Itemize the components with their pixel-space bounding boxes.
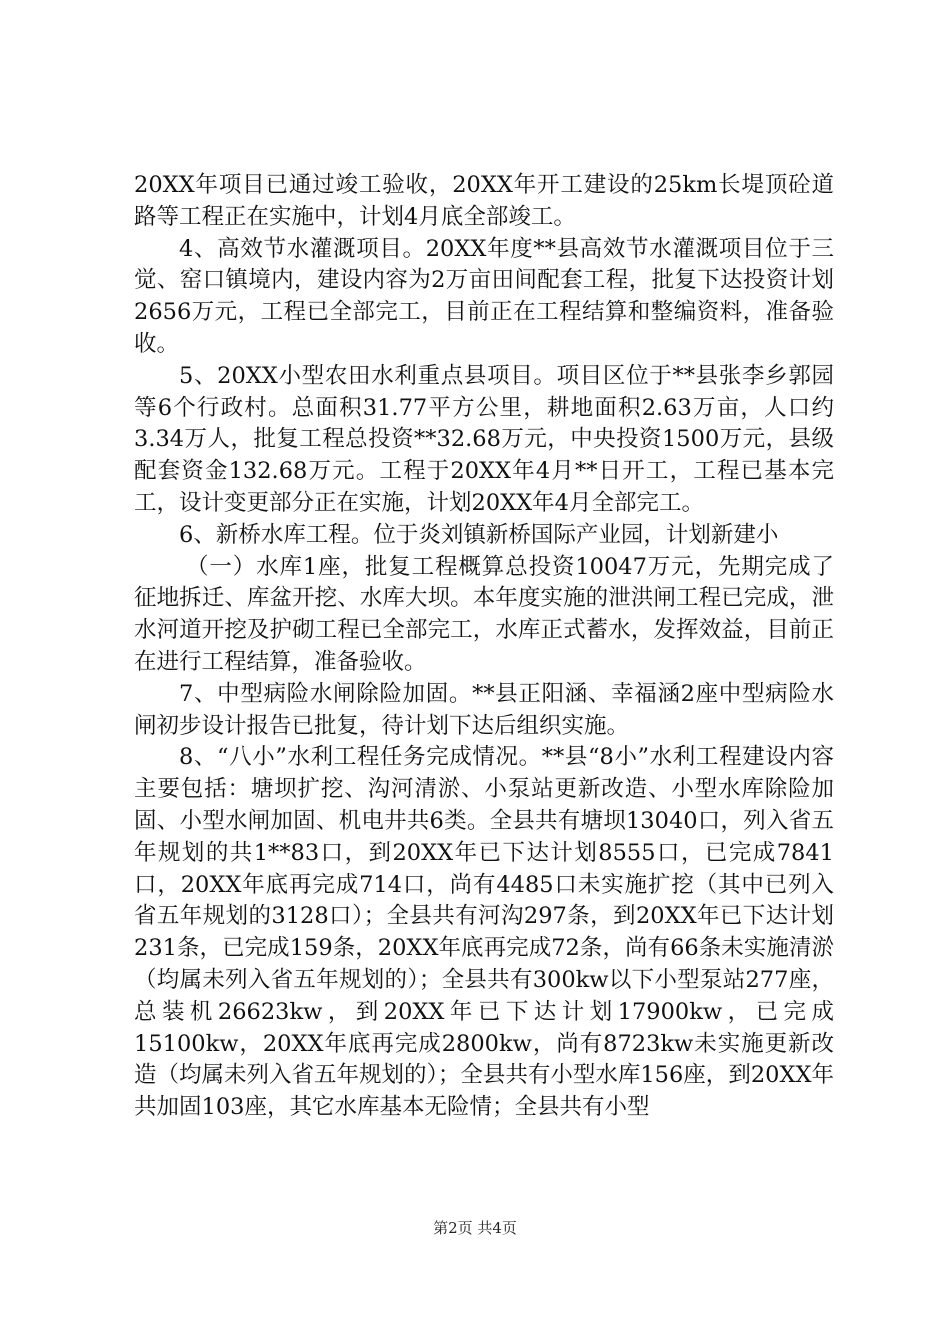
paragraph-item-6-sub: （一）水库1座，批复工程概算总投资10047万元，先期完成了征地拆迁、库盆开挖、水库大坝。本年度实施的泄洪闸工程已完成，泄水河道开挖及护砌工程已全部完工，水库正式蓄水，发挥效益，目前正在进行工程结算，准备验收。 — [134, 553, 834, 675]
paragraph-item-8: 8、“八小”水利工程任务完成情况。**县“8小”水利工程建设内容主要包括：塘坝扩挖、沟河清淤、小泵站更新改造、小型水库除险加固、小型水闸加固、机电井共6类。全县共有塘坝13040口，列入省五年规划的共1**83口，到20XX年已下达计划8555口，已完成7841口，20XX年底再完成714口，尚有4485口未实施扩挖（其中已列入省五年规划的3128口）；全县共有河沟297条，到20XX年已下达计划231条，已完成159条，20XX年底再完成72条，尚有66条未实施清淤（均属未列入省五年规划的）；全县共有300kw以下小型泵站277座，总装机26623kw，到20XX年已下达计划17900kw，已完成15100kw，20XX年底再完成2800kw，尚有8723kw未实施更新改造（均属未列入省五年规划的）；全县共有小型水库156座，到20XX年共加固103座，其它水库基本无险情；全县共有小型 — [134, 744, 834, 1121]
paragraph-item-6: 6、新桥水库工程。位于炎刘镇新桥国际产业园，计划新建小 — [179, 521, 779, 548]
paragraph-continuation: 20XX年项目已通过竣工验收，20XX年开工建设的25km长堤顶砼道路等工程正在实施中，计划4月底全部竣工。 — [134, 172, 834, 230]
paragraph-item-4: 4、高效节水灌溉项目。20XX年度**县高效节水灌溉项目位于三觉、窑口镇境内，建设内容为2万亩田间配套工程，批复下达投资计划2656万元，工程已全部完工，目前正在工程结算和整编资料，准备验收。 — [134, 235, 834, 357]
page-number-footer: 第2页 共4页 — [433, 1219, 517, 1237]
body-text — [134, 170, 834, 1124]
paragraph-item-7: 7、中型病险水闸除险加固。**县正阳涵、幸福涵2座中型病险水闸初步设计报告已批复，待计划下达后组织实施。 — [134, 680, 834, 739]
paragraph-item-5: 5、20XX小型农田水利重点县项目。项目区位于**县张李乡郭园等6个行政村。总面积31.77平方公里，耕地面积2.63万亩，人口约3.34万人，批复工程总投资**32.68万元，中央投资1500万元，县级配套资金132.68万元。工程于20XX年4月**日开工，工程已基本完工，设计变更部分正在实施，计划20XX年4月全部完工。 — [134, 362, 834, 516]
